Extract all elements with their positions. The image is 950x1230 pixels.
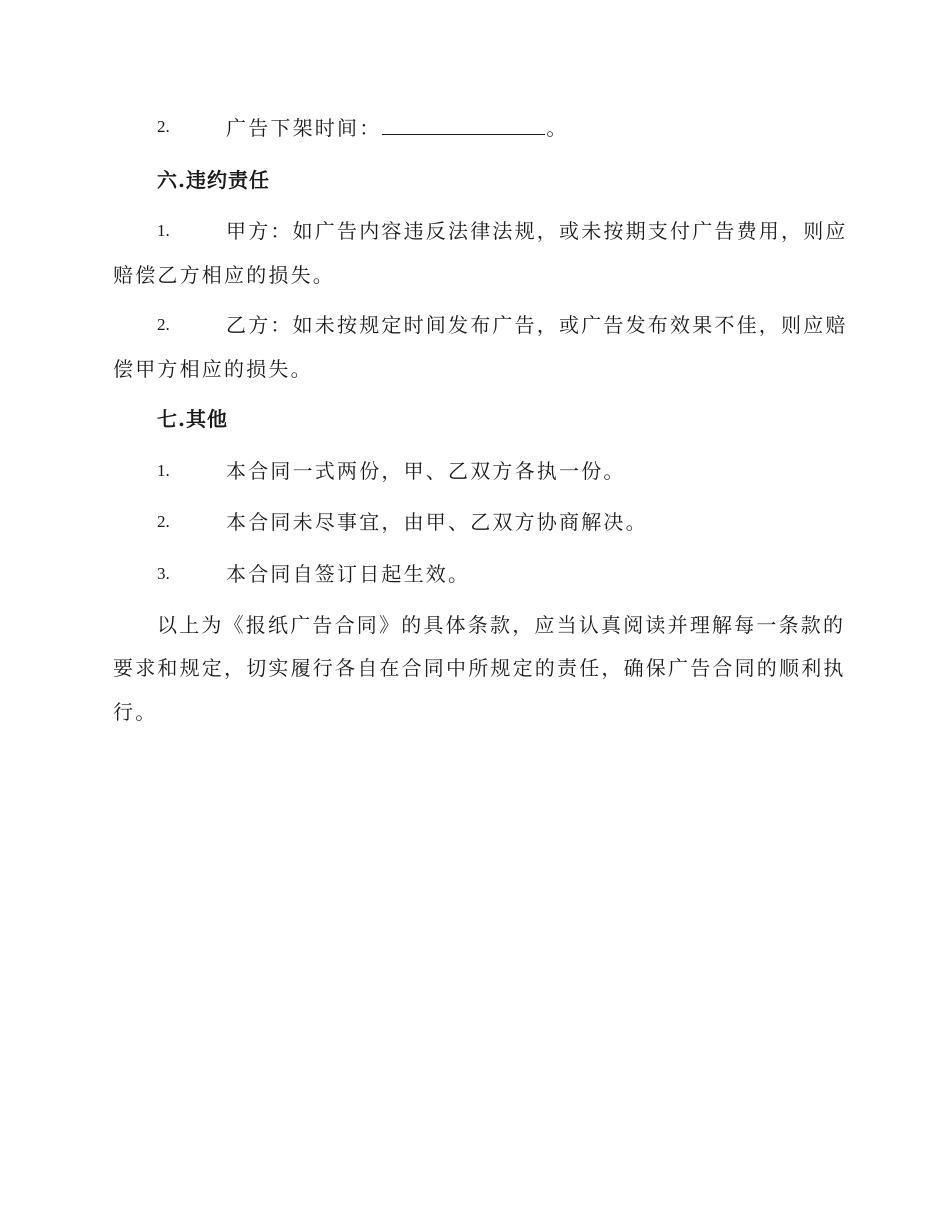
breach-party-b-line1: 乙方：如未按规定时间发布广告，或广告发布效果不佳，则应赔: [226, 313, 848, 337]
item-number: 2.: [157, 315, 170, 334]
section-heading-breach-liability: 六.违约责任: [157, 168, 270, 192]
ad-removal-time-end: 。: [546, 116, 569, 140]
item-number: 2.: [157, 117, 170, 136]
other-item-text: 本合同自签订日起生效。: [226, 562, 471, 586]
ad-removal-time-text: [226, 116, 569, 140]
section-heading-other: 七.其他: [157, 407, 228, 431]
item-number: 1.: [157, 461, 170, 480]
breach-party-a-line1: 甲方：如广告内容违反法律法规，或未按期支付广告费用，则应: [226, 219, 848, 243]
breach-party-b-line2: 偿甲方相应的损失。: [113, 357, 313, 381]
ad-removal-time-label: 广告下架时间：: [226, 116, 382, 140]
closing-line2: 要求和规定，切实履行各自在合同中所规定的责任，确保广告合同的顺利执: [113, 656, 846, 680]
breach-party-a-line2: 赔偿乙方相应的损失。: [113, 263, 335, 287]
ad-removal-time-blank: [382, 116, 545, 135]
other-item-text: 本合同未尽事宜，由甲、乙双方协商解决。: [226, 510, 648, 534]
item-number: 1.: [157, 221, 170, 240]
item-number: 3.: [157, 564, 170, 583]
item-number: 2.: [157, 512, 170, 531]
closing-line3: 行。: [113, 700, 158, 724]
other-item-text: 本合同一式两份，甲、乙双方各执一份。: [226, 459, 626, 483]
closing-line1: 以上为《报纸广告合同》的具体条款，应当认真阅读并理解每一条款的: [157, 613, 846, 637]
